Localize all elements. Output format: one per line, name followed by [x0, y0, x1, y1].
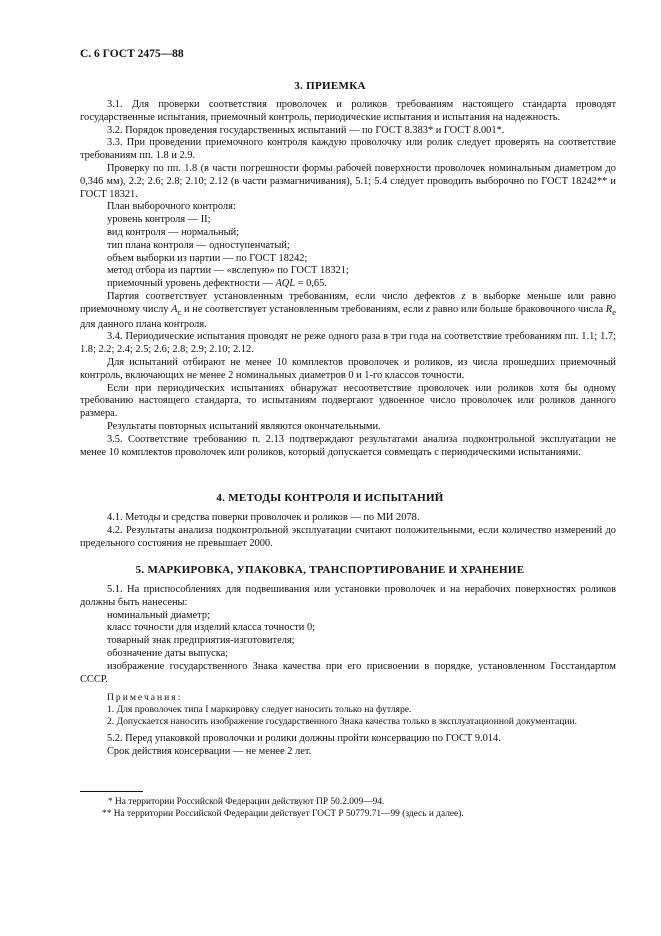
paragraph-check: Проверку по пп. 1.8 (в части погрешности формы рабочей поверхности проволочек номинальным диаметром до 0,346 мм), 2.2; 2.6; 2.8; 2.10; 2.12 (в части размагничивания), 5.1; 5.4 следует проводить выборочно по ГОСТ 18242** и ГОСТ 18321. [80, 162, 616, 200]
marking-item: класс точности для изделий класса точности 0; [107, 622, 316, 634]
symbol-ac: A [171, 303, 178, 315]
paragraph-3-5: 3.5. Соответствие требованию п. 2.13 подтверждают результатами анализа подконтрольной эксплуатации не менее 10 комплектов проволочек или роликов, который допускается совмещать с периодическими испытаниями. [80, 433, 616, 458]
paragraph-repeat: Если при периодических испытаниях обнаружат несоответствие проволочек или роликов хотя бы одному требованию настоящего стандарта, то испытаниям подвергают удвоенное число проволочек или роликов данного размера. [80, 382, 616, 420]
paragraph-3-4: 3.4. Периодические испытания проводят не реже одного раза в три года на соответствие требованиям пп. 1.1; 1.7; 1.8; 2.2; 2.4; 2.5; 2.6; 2.8; 2.9; 2.10; 2.12. [80, 331, 616, 356]
marking-item: товарный знак предприятия-изготовителя; [107, 635, 295, 647]
text-run: в выборке меньше или равно приемочному числу [80, 290, 616, 315]
notes-block [80, 692, 616, 727]
text-run: и не соответствует установленным требованиям, если [181, 303, 427, 315]
section-4-title: 4. МЕТОДЫ КОНТРОЛЯ И ИСПЫТАНИЙ [216, 492, 444, 504]
plan-item: метод отбора из партии — «вслепую» по ГОСТ 18321; [107, 265, 349, 277]
footnote-2: ** На территории Российской Федерации действует ГОСТ Р 50779.71—99 (здесь и далее). [102, 809, 464, 819]
paragraph-5-1: 5.1. На приспособлениях для подвешивания или установки проволочек и на нерабочих поверхностях роликов должны быть нанесены: [80, 584, 616, 608]
plan-item: вид контроля — нормальный; [107, 226, 240, 238]
symbol-re-sub: e [612, 306, 616, 317]
paragraph-term: Срок действия консервации — не менее 2 лет. [107, 745, 312, 757]
paragraph-sample: Для испытаний отбирают не менее 10 комплектов проволочек и роликов, из числа прошедших приемочный контроль, включающих не менее 2 номинальных диаметров 0 и 1-го классов точности. [80, 357, 616, 381]
plan-item: тип плана контроля — одноступенчатый; [107, 239, 290, 251]
symbol-z: z [426, 303, 431, 315]
symbol-z: z [461, 290, 466, 302]
section-3-body [80, 99, 616, 459]
paragraph-5-2: 5.2. Перед упаковкой проволочки и ролики должны пройти консервацию по ГОСТ 9.014. [107, 733, 501, 745]
symbol-ac-sub: c [177, 306, 182, 317]
text-run: Партия соответствует установленным требованиям, если число дефектов [107, 290, 462, 302]
section-5-title: 5. МАРКИРОВКА, УПАКОВКА, ТРАНСПОРТИРОВАНИЕ И ХРАНЕНИЕ [135, 564, 525, 576]
text-run: = 0,65. [295, 278, 327, 290]
marking-item: обозначение даты выпуска; [107, 647, 229, 659]
page-header: С. 6 ГОСТ 2475—88 [80, 48, 184, 60]
marking-item-quality-mark: изображение государственного Знака качества при его присвоении в порядке, установленном Госстандартом СССР. [80, 660, 616, 685]
plan-item: уровень контроля — II; [107, 214, 211, 226]
paragraph-3-2: 3.2. Порядок проведения государственных испытаний — по ГОСТ 8.383* и ГОСТ 8.001*. [107, 124, 505, 136]
paragraph-4-2: 4.2. Результаты анализа подконтрольной эксплуатации считают положительными, если количество измерений до предельного состояния не превышает 2000. [80, 524, 616, 549]
marking-item: номинальный диаметр; [107, 609, 210, 621]
note-2: 2. Допускается наносить изображение государственного Знака качества только в эксплуатационной документации. [107, 715, 577, 727]
text-run: приемочный уровень дефектности — [107, 278, 276, 290]
plan-item: объем выборки из партии — по ГОСТ 18242; [107, 252, 308, 264]
symbol-re: R [605, 303, 613, 315]
paragraph-party [80, 291, 616, 331]
paragraph-final: Результаты повторных испытаний являются окончательными. [107, 421, 381, 432]
section-3-title: 3. ПРИЕМКА [294, 80, 366, 92]
notes-title: Примечания: [107, 692, 183, 704]
aql-symbol: AQL [275, 278, 296, 290]
paragraph-3-3: 3.3. При проведении приемочного контроля каждую проволочку или ролик следует проверять на соответствие требованиям пп. 1.8 и 2.9. [80, 137, 616, 162]
section-5-body [80, 584, 616, 759]
note-1: 1. Для проволочек типа I маркировку следует наносить только на футляре. [107, 703, 412, 715]
section-4-body [80, 512, 616, 550]
text-run: равно или больше браковочного числа [430, 303, 606, 315]
footnote-divider [80, 791, 143, 792]
paragraph-4-1: 4.1. Методы и средства поверки проволочек и роликов — по МИ 2078. [107, 512, 420, 523]
text-run: для данного плана контроля. [80, 318, 207, 330]
paragraph-3-1: 3.1. Для проверки соответствия проволочек и роликов требованиям настоящего стандарта проводят государственные испытания, приемочный контроль, периодические испытания и испытания на надежность. [80, 99, 616, 123]
plan-title: План выборочного контроля: [107, 201, 236, 213]
footnotes [80, 796, 616, 820]
footnote-1: * На территории Российской Федерации действуют ПР 50.2.009—94. [108, 797, 385, 807]
plan-item-aql [107, 278, 616, 291]
